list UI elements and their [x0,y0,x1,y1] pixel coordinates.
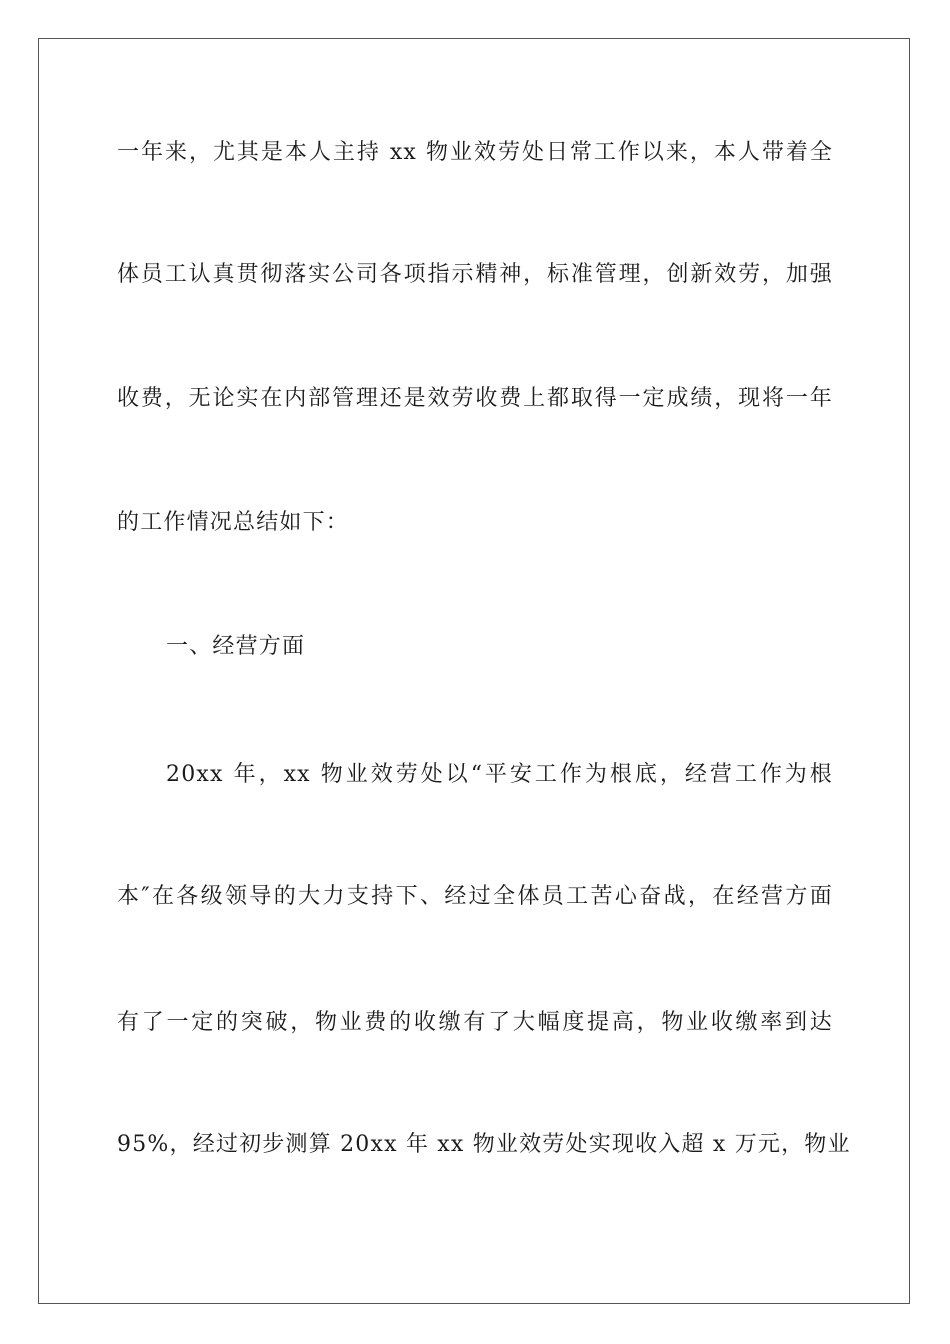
body-text-line-8: 95%，经过初步测算 20xx 年 xx 物业效劳处实现收入超 x 万元，物业 [117,1132,851,1157]
body-text-line-5: 20xx 年，xx 物业效劳处以“平安工作为根底，经营工作为根 [166,762,833,787]
page-border [38,38,910,1304]
body-text-line-6: 本″在各级领导的大力支持下、经过全体员工苦心奋战，在经营方面 [117,884,833,909]
body-text-line-2: 体员工认真贯彻落实公司各项指示精神，标准管理，创新效劳，加强 [117,262,833,287]
body-text-line-3: 收费，无论实在内部管理还是效劳收费上都取得一定成绩，现将一年 [117,386,833,411]
body-text-line-7: 有了一定的突破，物业费的收缴有了大幅度提高，物业收缴率到达 [117,1010,833,1035]
body-text-line-1: 一年来，尤其是本人主持 xx 物业效劳处日常工作以来，本人带着全 [117,140,833,165]
section-heading: 一、经营方面 [166,634,306,659]
body-text-line-4: 的工作情况总结如下： [117,510,350,535]
